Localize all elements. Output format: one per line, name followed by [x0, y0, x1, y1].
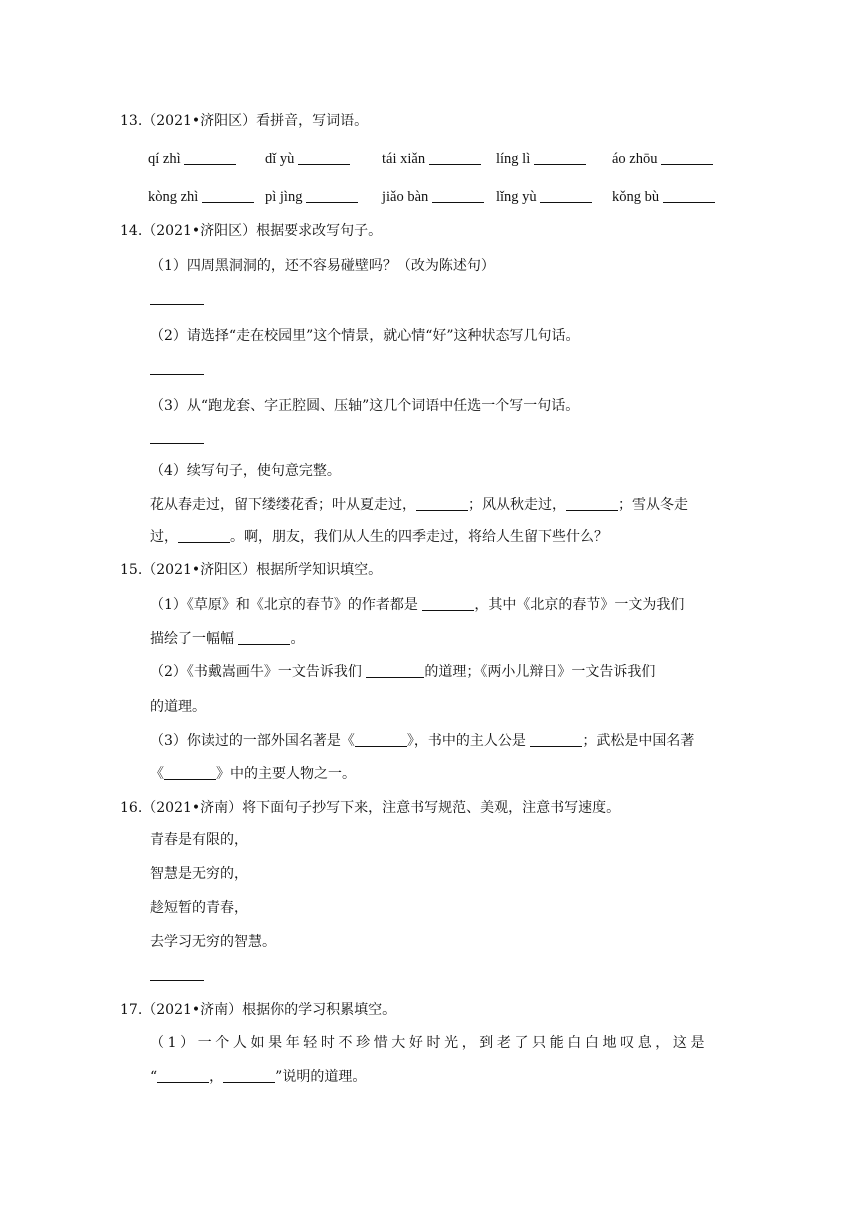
- pinyin-item: [382, 149, 481, 169]
- answer-blank[interactable]: [661, 150, 713, 165]
- answer-blank[interactable]: [157, 1068, 209, 1083]
- pinyin-item: [496, 187, 592, 207]
- answer-blank[interactable]: [202, 188, 254, 203]
- answer-blank[interactable]: [178, 528, 230, 543]
- answer-blank[interactable]: [540, 188, 592, 203]
- poem-line: 智慧是无穷的，: [150, 866, 248, 882]
- pinyin-item: [148, 187, 254, 207]
- text: ，: [209, 1069, 224, 1085]
- text: “: [150, 1069, 158, 1085]
- pinyin-text: áo zhōu: [612, 151, 658, 167]
- pinyin-item: [612, 187, 715, 207]
- q14-part-4-line-1: [150, 495, 688, 515]
- pinyin-item: [265, 187, 358, 207]
- answer-blank[interactable]: [663, 188, 715, 203]
- answer-blank[interactable]: [422, 596, 474, 611]
- q15-part-2-line-1: [150, 662, 655, 682]
- text: （1）《草原》和《北京的春节》的作者都是: [150, 597, 418, 613]
- answer-blank[interactable]: [530, 732, 582, 747]
- answer-blank[interactable]: [566, 496, 618, 511]
- pinyin-text: lǐng yù: [496, 189, 537, 205]
- text: 。啊，朋友，我们从人生的四季走过，将给人生留下些什么？: [230, 529, 608, 545]
- poem-line: 去学习无穷的智慧。: [150, 934, 276, 950]
- text: ；风从秋走过，: [468, 497, 566, 513]
- text: ；武松是中国名著: [582, 733, 695, 749]
- answer-line[interactable]: [150, 980, 204, 981]
- poem-line: 趁短暂的青春，: [150, 900, 248, 916]
- pinyin-text: líng lì: [496, 151, 531, 167]
- answer-line[interactable]: [150, 443, 204, 444]
- pinyin-text: qí zhì: [148, 151, 181, 167]
- pinyin-item: [148, 149, 236, 169]
- text: 描绘了一幅幅: [150, 631, 234, 647]
- pinyin-item: [382, 187, 484, 207]
- q14-part-4-line-2: [150, 527, 608, 547]
- q15-part-1-line-2: [150, 629, 304, 649]
- answer-blank[interactable]: [366, 663, 424, 678]
- text: ；雪从冬走: [618, 497, 688, 513]
- pinyin-text: jiǎo bàn: [382, 189, 429, 205]
- question-14-title: 14.（2021•济阳区）根据要求改写句子。: [120, 223, 383, 239]
- answer-blank[interactable]: [164, 765, 216, 780]
- q14-part-4: （4）续写句子，使句意完整。: [150, 463, 341, 479]
- question-15-title: 15.（2021•济阳区）根据所学知识填空。: [120, 562, 383, 578]
- pinyin-item: [612, 149, 713, 169]
- text: （2）《书戴嵩画牛》一文告诉我们: [150, 664, 362, 680]
- text: 》中的主要人物之一。: [216, 766, 356, 782]
- pinyin-item: [496, 149, 586, 169]
- pinyin-text: dǐ yù: [265, 151, 295, 167]
- pinyin-text: kòng zhì: [148, 189, 199, 205]
- pinyin-text: kǒng bù: [612, 189, 660, 205]
- answer-blank[interactable]: [223, 1068, 275, 1083]
- question-13-title: 13.（2021•济阳区）看拼音，写词语。: [120, 113, 369, 129]
- q15-part-3-line-1: [150, 731, 694, 751]
- pinyin-item: [265, 149, 350, 169]
- answer-blank[interactable]: [238, 630, 290, 645]
- q14-part-1: （1）四周黑洞洞的，还不容易碰壁吗？（改为陈述句）: [150, 258, 495, 274]
- text: 》，书中的主人公是: [406, 733, 526, 749]
- q17-part-1-line-1: （1）一个人如果年轻时不珍惜大好时光，到老了只能白白地叹息，这是: [150, 1035, 709, 1051]
- answer-blank[interactable]: [355, 732, 407, 747]
- q14-part-2: （2）请选择“走在校园里”这个情景，就心情“好”这种状态写几句话。: [150, 328, 580, 344]
- answer-blank[interactable]: [429, 150, 481, 165]
- answer-blank[interactable]: [534, 150, 586, 165]
- q15-part-2-line-2: 的道理。: [150, 699, 206, 715]
- text: ”说明的道理。: [275, 1069, 367, 1085]
- q15-part-1-line-1: [150, 595, 684, 615]
- text: 花从春走过，留下缕缕花香；叶从夏走过，: [150, 497, 416, 513]
- text: ，其中《北京的春节》一文为我们: [474, 597, 685, 613]
- text: （3）你读过的一部外国名著是《: [150, 733, 355, 749]
- q15-part-3-line-2: [150, 764, 356, 784]
- text: 《: [150, 766, 164, 782]
- answer-blank[interactable]: [416, 496, 468, 511]
- answer-line[interactable]: [150, 374, 204, 375]
- q17-part-1-line-2: [150, 1067, 366, 1087]
- poem-line: 青春是有限的，: [150, 832, 248, 848]
- answer-blank[interactable]: [432, 188, 484, 203]
- text: 的道理；《两小儿辩日》一文告诉我们: [424, 664, 656, 680]
- answer-blank[interactable]: [298, 150, 350, 165]
- question-16-title: 16.（2021•济南）将下面句子抄写下来，注意书写规范、美观，注意书写速度。: [120, 800, 621, 816]
- q14-part-3: （3）从“跑龙套、字正腔圆、压轴”这几个词语中任选一个写一句话。: [150, 398, 580, 414]
- answer-blank[interactable]: [184, 150, 236, 165]
- answer-blank[interactable]: [306, 188, 358, 203]
- pinyin-text: pì jìng: [265, 189, 303, 205]
- pinyin-text: tái xiǎn: [382, 151, 426, 167]
- text: 过，: [150, 529, 178, 545]
- answer-line[interactable]: [150, 304, 204, 305]
- question-17-title: 17.（2021•济南）根据你的学习积累填空。: [120, 1002, 397, 1018]
- text: 。: [290, 631, 305, 647]
